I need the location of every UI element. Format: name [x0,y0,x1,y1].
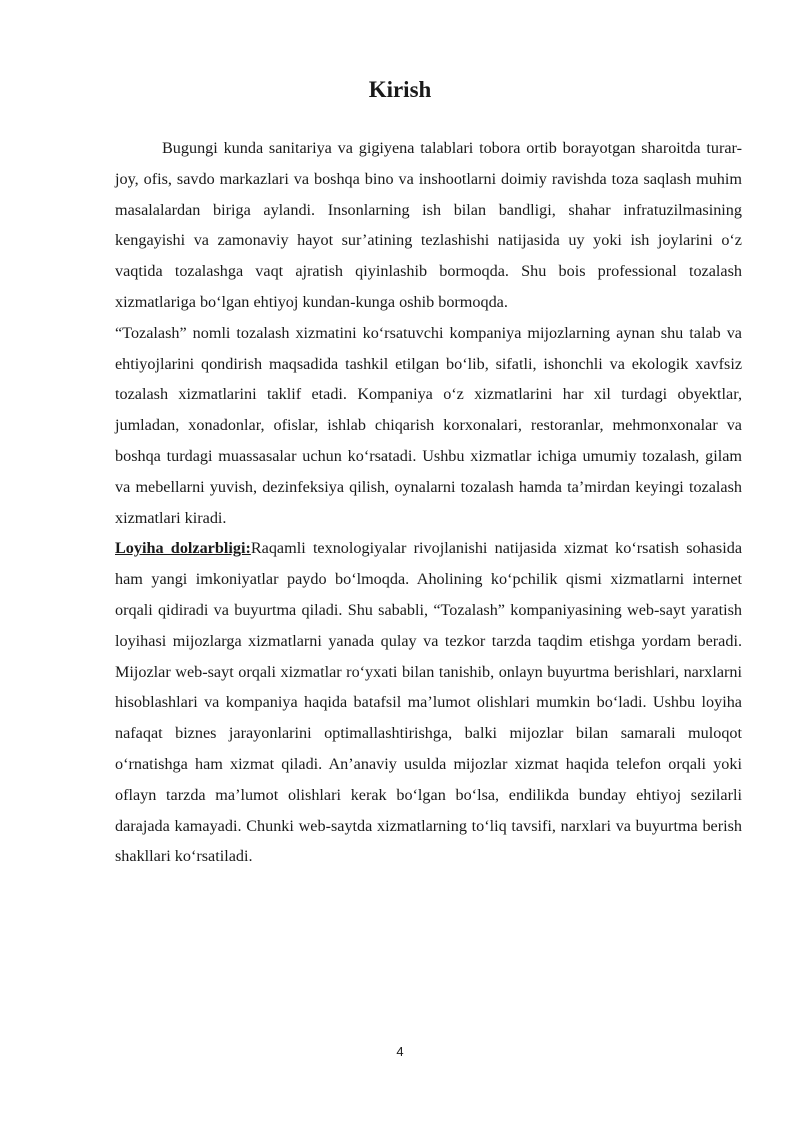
section-heading-relevance: Loyiha dolzarbligi: [115,539,251,558]
paragraph-company [115,318,742,534]
paragraph-text: “Tozalash” nomli tozalash xizmatini ko‘rsatuvchi kompaniya mijozlarning aynan shu talab va ehtiyojlarini qondirish maqsadida tashkil etilgan bo‘lib, sifatli, ishonchli va ekologik xavfsiz tozalash xizmatlarini taklif etadi. Kompaniya o‘z xizmatlarini har xil turdagi obyektlar, jumladan, xonadonlar, ofislar, ishlab chiqarish korxonalari, restoranlar, mehmonxonalar va boshqa turdagi muassasalar uchun ko‘rsatadi. Ushbu xizmatlar ichiga umumiy tozalash, gilam va mebellarni yuvish, dezinfeksiya qilish, oynalarni tozalash hamda ta’mirdan keyingi tozalash xizmatlari kiradi. [115,323,742,527]
paragraph-introduction [115,133,742,318]
page-title: Kirish [368,77,432,102]
paragraph-relevance [115,533,742,872]
paragraph-text: Bugungi kunda sanitariya va gigiyena talablari tobora ortib borayotgan sharoitda turar-joy, ofis, savdo markazlari va boshqa bino va inshootlarni doimiy ravishda toza saqlash muhim masalalardan biriga aylandi. Insonlarning ish bilan bandligi, shahar infratuzilmasining kengayishi va zamonaviy hayot sur’atining tezlashishi natijasida uy yoki ish joylarini o‘z vaqtida tozalashga vaqt ajratish qiyinlashib bormoqda. Shu bois professional tozalash xizmatlariga bo‘lgan ehtiyoj kundan-kunga oshib bormoqda. [115,139,742,311]
page-number: 4 [396,1044,404,1059]
paragraph-text: Raqamli texnologiyalar rivojlanishi natijasida xizmat ko‘rsatish sohasida ham yangi imkoniyatlar paydo bo‘lmoqda. Aholining ko‘pchilik qismi xizmatlarni internet orqali qidiradi va buyurtma qiladi. Shu sababli, “Tozalash” kompaniyasining web-sayt yaratish loyihasi mijozlarga xizmatlarni yanada qulay va tezkor tarzda taqdim etishga yordam beradi. Mijozlar web-sayt orqali xizmatlar ro‘yxati bilan tanishib, onlayn buyurtma berishlari, narxlarni hisoblashlari va kompaniya haqida batafsil ma’lumot olishlari mumkin bo‘ladi. Ushbu loyiha nafaqat biznes jarayonlarini optimallashtirishga, balki mijozlar bilan samarali muloqot o‘rnatishga ham xizmat qiladi. An’anaviy usulda mijozlar xizmat haqida telefon orqali yoki oflayn tarzda ma’lumot olishlari kerak bo‘lgan bo‘lsa, endilikda bunday ehtiyoj sezilarli darajada kamayadi. Chunki web-saytda xizmatlarning to‘liq tavsifi, narxlari va buyurtma berish shakllari ko‘rsatiladi. [115,539,743,866]
document-body [115,133,742,872]
